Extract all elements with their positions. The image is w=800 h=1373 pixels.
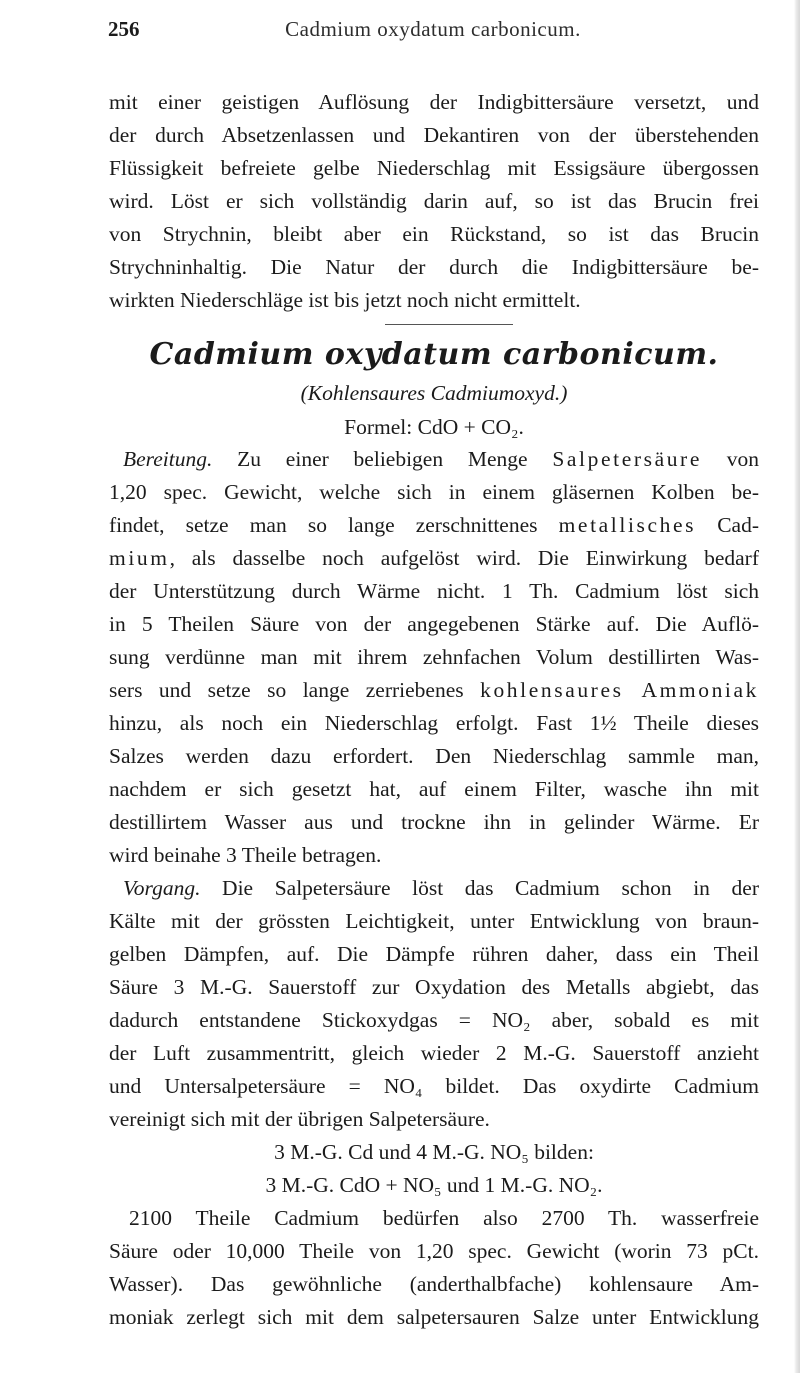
section-divider (385, 324, 513, 325)
chemical-formula: Formel: CdO + CO₂. (344, 415, 524, 439)
page-number: 256 (108, 17, 140, 41)
text-line: Flüssigkeit befreiete gelbe Niederschlag mit Essigsäure übergossen (109, 156, 759, 180)
text-line: findet, setze man so lange zerschnittenes metallisches Cad- (109, 513, 759, 537)
text-line: Wasser). Das gewöhnliche (anderthalbfache) kohlensaure Am- (109, 1272, 759, 1296)
text-line: und Untersalpetersäure = NO₄ bildet. Das oxydirte Cadmium (109, 1074, 759, 1098)
text-line: Strychninhaltig. Die Natur der durch die Indigbittersäure be- (109, 255, 759, 279)
text-line: destillirtem Wasser aus und trockne ihn in gelinder Wärme. Er (109, 810, 759, 834)
text-line: wird beinahe 3 Theile betragen. (109, 843, 382, 867)
text-line: mium, als dasselbe noch aufgelöst wird. Die Einwirkung bedarf (109, 546, 759, 570)
text-line: der Unterstützung durch Wärme nicht. 1 Th. Cadmium löst sich (109, 579, 759, 603)
text-line: wirkten Niederschläge ist bis jetzt noch nicht ermittelt. (109, 288, 581, 312)
text-line: sung verdünne man mit ihrem zehnfachen Volum destillirten Was- (109, 645, 759, 669)
equation-line: 3 M.-G. CdO + NO₅ und 1 M.-G. NO₂. (265, 1173, 603, 1197)
paragraph-label: Vorgang. (123, 876, 201, 900)
text-line: Säure oder 10,000 Theile von 1,20 spec. Gewicht (worin 73 pCt. (109, 1239, 759, 1263)
final-paragraph (109, 1202, 759, 1334)
text-line: 1,20 spec. Gewicht, welche sich in einem gläsernen Kolben be- (109, 480, 759, 504)
text-line: vereinigt sich mit der übrigen Salpetersäure. (109, 1107, 490, 1131)
paragraph-label: Bereitung. (123, 447, 213, 471)
running-head (108, 14, 758, 44)
text-line: Säure 3 M.-G. Sauerstoff zur Oxydation des Metalls abgiebt, das (109, 975, 759, 999)
text-line: in 5 Theilen Säure von der angegebenen Stärke auf. Die Auflö- (109, 612, 759, 636)
bereitung-paragraph (109, 443, 759, 872)
text-line: der Luft zusammentritt, gleich wieder 2 M.-G. Sauerstoff anzieht (109, 1041, 759, 1065)
spaced-term: Salpetersäure (552, 447, 702, 471)
text-line: gelben Dämpfen, auf. Die Dämpfe rühren daher, dass ein Theil (109, 942, 759, 966)
page-edge-shadow (794, 0, 800, 1373)
text-line: nachdem er sich gesetzt hat, auf einem Filter, wasche ihn mit (109, 777, 759, 801)
text-line: 2100 Theile Cadmium bedürfen also 2700 Th. wasserfreie (129, 1206, 759, 1230)
spaced-term: kohlensaures Ammoniak (480, 678, 759, 702)
text-line: dadurch entstandene Stickoxydgas = NO₂ aber, sobald es mit (109, 1008, 759, 1032)
text-line: moniak zerlegt sich mit dem salpetersauren Salze unter Entwicklung (109, 1305, 759, 1329)
vorgang-paragraph (109, 872, 759, 1202)
equation-line: 3 M.-G. Cd und 4 M.-G. NO₅ bilden: (274, 1140, 594, 1164)
text-line: Salzes werden dazu erfordert. Den Niederschlag sammle man, (109, 744, 759, 768)
text-line: wird. Löst er sich vollständig darin auf, so ist das Brucin frei (109, 189, 759, 213)
text-line: hinzu, als noch ein Niederschlag erfolgt. Fast 1½ Theile dieses (109, 711, 759, 735)
section-title: Cadmium oxydatum carbonicum. (149, 337, 719, 372)
text-line: Bereitung. Zu einer beliebigen Menge Salpetersäure von (123, 447, 759, 471)
running-title: Cadmium oxydatum carbonicum. (285, 17, 581, 41)
intro-paragraph (109, 86, 759, 317)
spaced-term: metallisches (558, 513, 697, 537)
section-subtitle: (Kohlensaures Cadmiumoxyd.) (300, 381, 568, 405)
spaced-term: mium (109, 546, 170, 570)
text-line: sers und setze so lange zerriebenes kohlensaures Ammoniak (109, 678, 759, 702)
text-line: von Strychnin, bleibt aber ein Rückstand, so ist das Brucin (109, 222, 759, 246)
text-line: Kälte mit der grössten Leichtigkeit, unter Entwicklung von braun- (109, 909, 759, 933)
text-line: mit einer geistigen Auflösung der Indigbittersäure versetzt, und (109, 90, 759, 114)
text-line: Vorgang. Die Salpetersäure löst das Cadmium schon in der (123, 876, 759, 900)
text-line: der durch Absetzenlassen und Dekantiren von der überstehenden (109, 123, 759, 147)
